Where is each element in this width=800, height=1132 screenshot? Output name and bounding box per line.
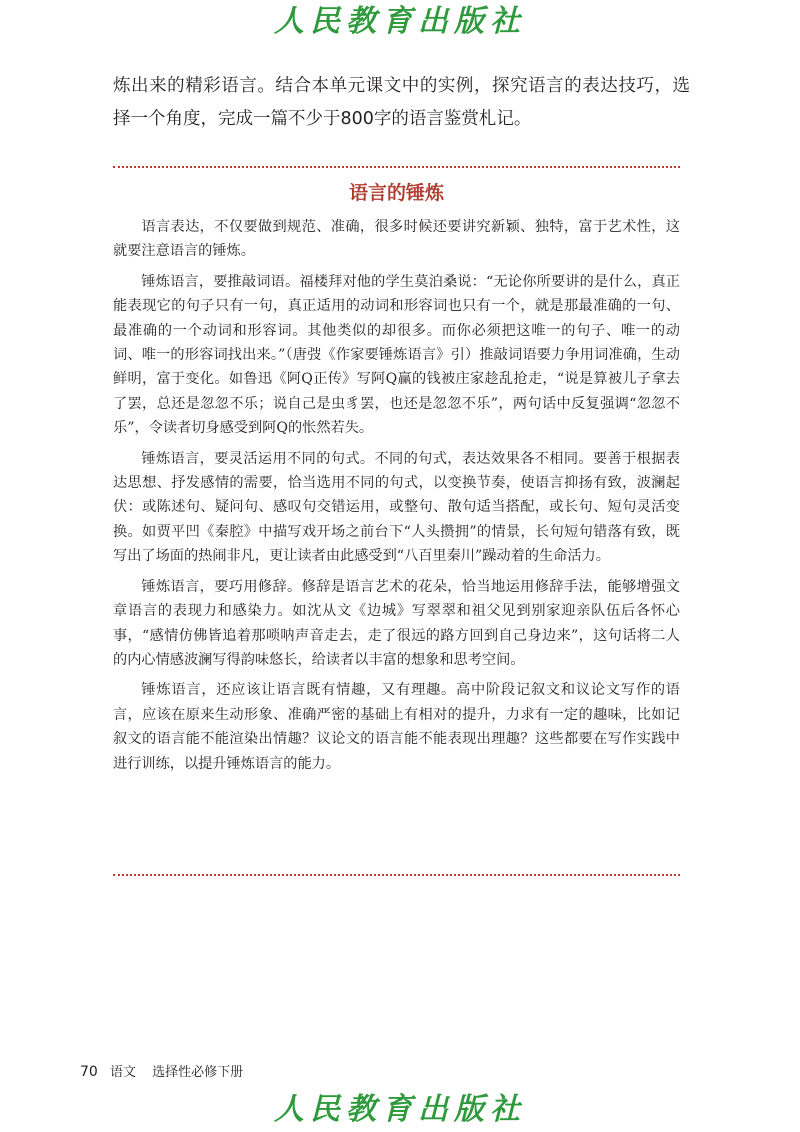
box-paragraph: 锤炼语言，还应该让语言既有情趣，又有理趣。高中阶段记叙文和议论文写作的语言，应该在原来生动形象、准确严密的基础上有相对的提升，力求有一定的趣味，比如记叙文的语言能不能渲染出情趣？议论文的语言能不能表现出理趣？这些都要在写作实践中进行训练，以提升锤炼语言的能力。 (113, 682, 680, 772)
footer-subject: 语文 (109, 1065, 136, 1080)
box-title: 语言的锤炼 (348, 182, 444, 204)
publisher-logo-bottom: 人民教育出版社 (274, 1092, 526, 1127)
footer-book-title: 选择性必修下册 (152, 1065, 244, 1080)
box-paragraph: 语言表达，不仅要做到规范、准确，很多时候还要讲究新颖、独特，富于艺术性，这就要注意语言的锤炼。 (113, 219, 680, 260)
intro-paragraph: 炼出来的精彩语言。结合本单元课文中的实例，探究语言的表达技巧，选择一个角度，完成一篇不少于800字的语言鉴赏札记。 (113, 76, 690, 129)
publisher-logo-top: 人民教育出版社 (274, 4, 526, 39)
box-paragraph: 锤炼语言，要灵活运用不同的句式。不同的句式，表达效果各不相同。要善于根据表达思想、抒发感情的需要，恰当选用不同的句式，以变换节奏，使语言抑扬有致，波澜起伏：或陈述句、疑问句、感叹句交错运用，或整句、散句适当搭配，或长句、短句灵活变换。如贾平凹《秦腔》中描写戏开场之前台下“人头攒拥”的情景，长句短句错落有致，既写出了场面的热闹非凡，更让读者由此感受到“八百里秦川”躁动着的生命活力。 (113, 450, 680, 565)
page-footer (80, 1062, 255, 1083)
page-number: 70 (80, 1064, 98, 1080)
box-paragraph: 锤炼语言，要推敲词语。福楼拜对他的学生莫泊桑说：“无论你所要讲的是什么，真正能表现它的句子只有一句，真正适用的动词和形容词也只有一个，就是那最准确的一句、最准确的一个动词和形容词。其他类似的却很多。而你必须把这唯一的句子、唯一的动词、唯一的形容词找出来。”（唐弢《作家要锤炼语言》引）推敲词语要力争用词准确，生动鲜明，富于变化。如鲁迅《阿Q正传》写阿Q赢的钱被庄家趁乱抢走，“说是算被儿子拿去了罢，总还是忽忽不乐；说自己是虫豸罢，也还是忽忽不乐”，两句话中反复强调“忽忽不乐”，令读者切身感受到阿Q的怅然若失。 (113, 273, 680, 437)
box-top-dotted-divider (113, 166, 680, 168)
box-body (113, 215, 680, 782)
box-bottom-dotted-divider (113, 874, 680, 876)
box-paragraph: 锤炼语言，要巧用修辞。修辞是语言艺术的花朵，恰当地运用修辞手法，能够增强文章语言的表现力和感染力。如沈从文《边城》写翠翠和祖父见到别家迎亲队伍后各怀心事，“感情仿佛皆追着那唢呐声音走去，走了很远的路方回到自己身边来”，这句话将二人的内心情感波澜写得韵味悠长，给读者以丰富的想象和思考空间。 (113, 578, 680, 668)
